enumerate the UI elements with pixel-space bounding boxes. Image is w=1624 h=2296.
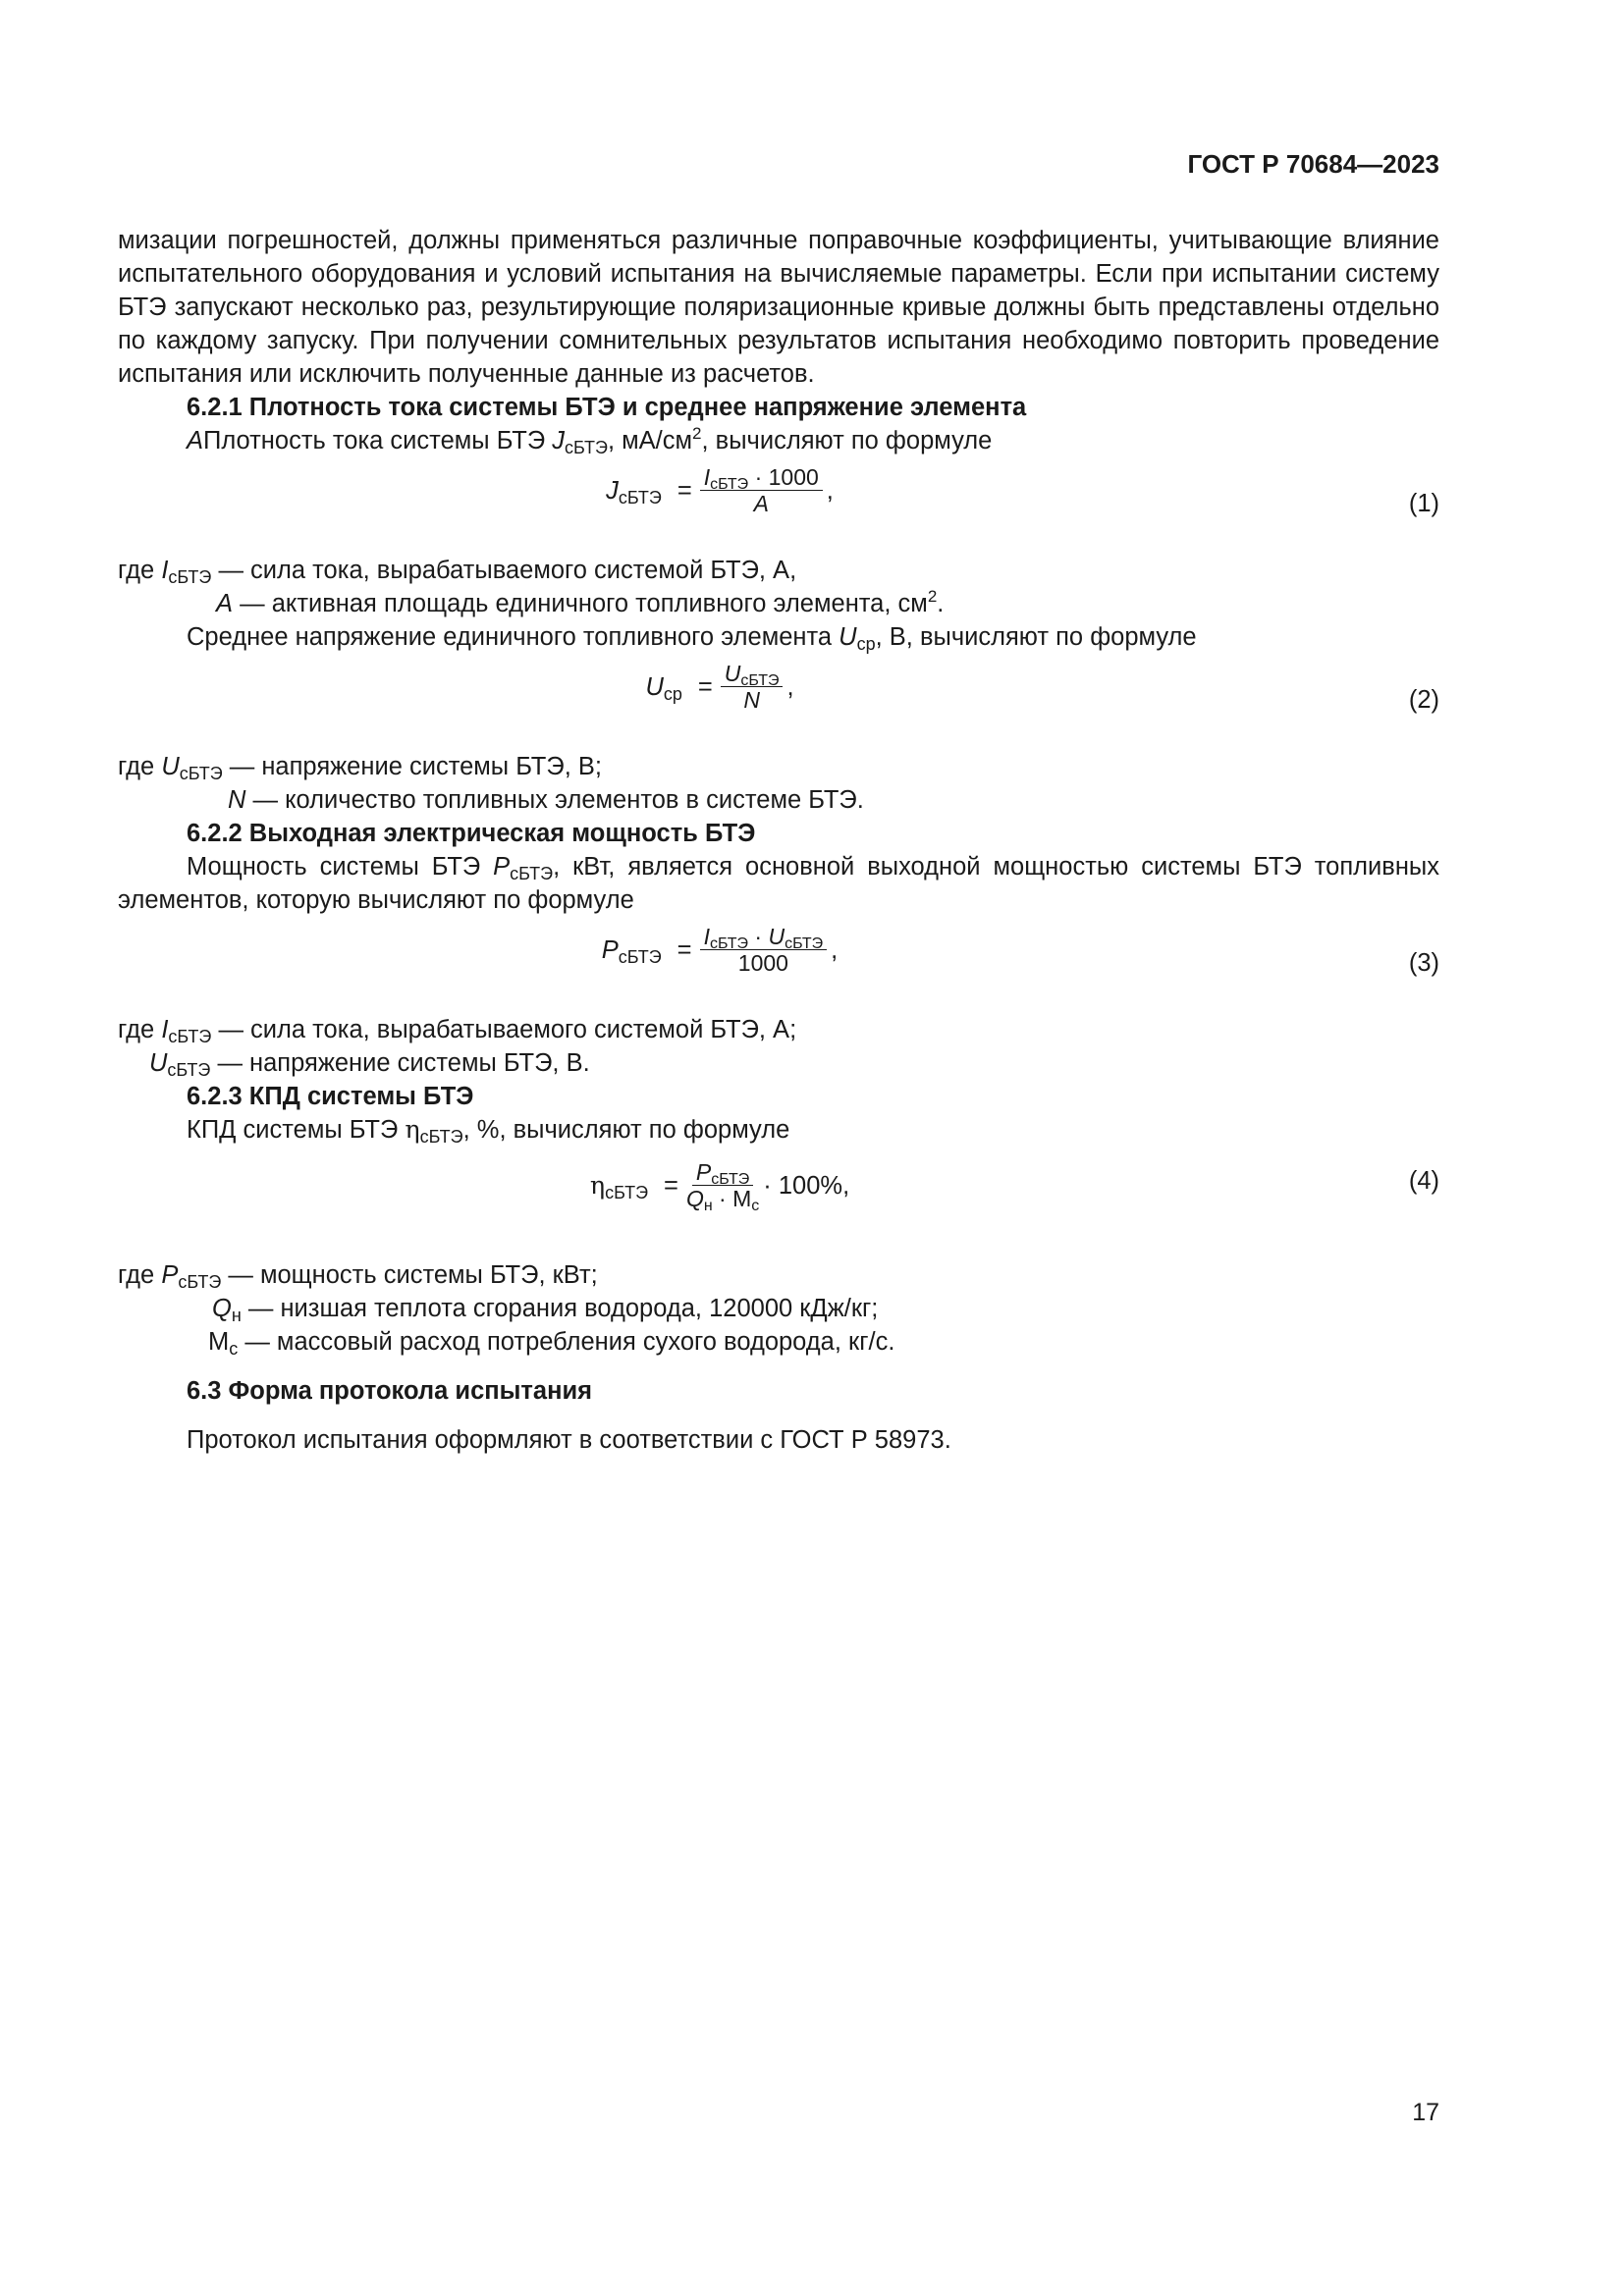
text: — активная площадь единичного топливного элемента, см [240,590,928,617]
paragraph-current-density: АПлотность тока системы БТЭ $J_{сБТЭ}$, $мА/см^2$, вычисляют по формуле [187,424,993,457]
sub: сБТЭ [565,438,608,457]
heading-6-2-3: 6.2.3 КПД системы БТЭ [187,1083,474,1110]
sub: сБТЭ [168,1027,212,1046]
sub: сБТЭ [167,1060,211,1080]
sub: сБТЭ [618,487,662,507]
equation-number-3: (3) [1408,949,1439,977]
sub: сБТЭ [709,935,749,952]
den: 1000 [737,950,788,976]
text: — мощность системы БТЭ, кВт; [228,1261,598,1289]
equation-number-4: (4) [1408,1167,1439,1195]
heading-6-3: 6.3 Форма протокола испытания [187,1377,593,1405]
formula-3: $P_{сБТЭ}$ = $\frac{I_{сБТЭ} \cdot U_{сБТЭ}}{1000}$ , (3) [118,925,1439,1003]
text: — напряжение системы БТЭ, В. [217,1049,590,1077]
page-header: ГОСТ Р 70684—2023 [1187,149,1439,179]
sup: 2 [927,587,938,606]
intro-paragraph: мизации погрешностей, должны применяться различные поправочные коэффициенты, учитывающие влияние испытательного оборудования и условий испытания на вычисляемые параметры. Если при испытании систему БТЭ запускают несколько раз, результирующие поляризационные кривые должны быть представлены отдельно по каждому запуску. При получении сомнительных результатов испытания необходимо повторить проведение испытания или исключить полученные данные из расчетов. [118,227,1439,388]
text: Мощность системы БТЭ [187,853,494,881]
where-2b: N — количество топливных элементов в системе БТЭ. [228,786,864,814]
formula-tail: · 100%, [763,1171,850,1200]
text: , мА/см [607,427,693,454]
document-body [118,224,1439,1457]
text: КПД системы БТЭ [187,1116,406,1144]
where-word: где [118,1016,155,1043]
sub: сБТЭ [168,567,212,587]
where-3b: $U_{сБТЭ}$ — напряжение системы БТЭ, В. [149,1049,590,1080]
sub: ср [663,683,682,704]
where-2: где $U_{сБТЭ}$ — напряжение системы БТЭ, В; [118,753,602,783]
paragraph-mean-voltage: Среднее напряжение единичного топливного элемента $U_{ср}$, В, вычисляют по формуле [187,623,1197,654]
sup: 2 [692,424,702,443]
page-number: 17 [1412,2099,1439,2126]
equation-number-1: (1) [1408,490,1439,517]
sub: с [751,1198,760,1214]
where-1b: A — активная площадь единичного топливного элемента, $см^2$. [216,587,945,617]
where-1: где $I_{сБТЭ}$ — сила тока, вырабатываемого системой БТЭ, А, [118,557,797,587]
where-4b: $Q_н$ — низшая теплота сгорания водорода, 120000 кДж/кг; [212,1295,879,1325]
paragraph-power: Мощность системы БТЭ $P_{сБТЭ}$, кВт, является основной выходной мощностью системы БТЭ топливных элементов, которую вычисляют по формуле [118,853,1439,914]
sub: сБТЭ [740,672,780,689]
sub: н [703,1198,713,1214]
where-3: где $I_{сБТЭ}$ — сила тока, вырабатываемого системой БТЭ, А; [118,1016,797,1046]
sub: сБТЭ [510,864,554,883]
text: , вычисляют по формуле [701,427,993,454]
sub: ср [856,634,876,654]
text: Плотность тока системы БТЭ [203,427,553,454]
text: , %, вычисляют по формуле [462,1116,790,1144]
paragraph-efficiency: КПД системы БТЭ $\eta_{сБТЭ}$, %, вычисляют по формуле [187,1115,790,1147]
sub: сБТЭ [178,1272,222,1292]
text: — напряжение системы БТЭ, В; [229,753,602,780]
where-word: где [118,1261,155,1289]
heading-6-2-2: 6.2.2 Выходная электрическая мощность БТЭ [187,820,756,847]
where-4: где $P_{сБТЭ}$ — мощность системы БТЭ, кВт; [118,1261,598,1292]
formula-1: $J_{сБТЭ}$ = $\frac{I_{сБТЭ} \cdot 1000}{A}$ , (1) [118,465,1439,544]
sub: сБТЭ [618,946,662,967]
text: Среднее напряжение единичного топливного элемента [187,623,839,651]
text: — низшая теплота сгорания водорода, 120000 кДж/кг; [247,1295,879,1322]
sub: сБТЭ [179,764,223,783]
sub: сБТЭ [710,476,749,493]
text: — количество топливных элементов в системе БТЭ. [252,786,864,814]
paragraph-protocol: Протокол испытания оформляют в соответствии с ГОСТ Р 58973. [187,1426,951,1454]
sub: с [229,1339,239,1359]
sub: сБТЭ [605,1182,649,1202]
sub: н [231,1306,242,1325]
heading-6-2-1: 6.2.1 Плотность тока системы БТЭ и среднее напряжение элемента [187,394,1027,421]
text: — сила тока, вырабатываемого системой БТЭ, А; [218,1016,797,1043]
text: , кВт, является основной выходной мощностью системы БТЭ топливных элементов, которую вычисляют по формуле [118,853,1439,914]
formula-4: $\eta_{сБТЭ}$ = $\frac{P_{сБТЭ}}{Q_н \cdot M_с}$ · 100%, (4) [589,1159,1439,1214]
sub: сБТЭ [711,1171,750,1188]
sub: сБТЭ [419,1127,463,1147]
den: A [753,491,769,516]
where-word: где [118,753,155,780]
text: — массовый расход потребления сухого водорода, кг/с. [244,1328,895,1356]
sub: сБТЭ [785,935,824,952]
where-word: где [118,557,155,584]
text: , В, вычисляют по формуле [875,623,1197,651]
equation-number-2: (2) [1408,686,1439,714]
text: — сила тока, вырабатываемого системой БТЭ, А, [218,557,797,584]
text: · 1000 [754,464,819,490]
formula-2: $U_{ср}$ = $\frac{U_{сБТЭ}}{N}$ , (2) [118,662,1439,740]
symbol-a: А [187,427,204,454]
where-4c: $M_с$ — массовый расход потребления сухого водорода, кг/с. [208,1328,895,1359]
den: N [743,687,760,713]
